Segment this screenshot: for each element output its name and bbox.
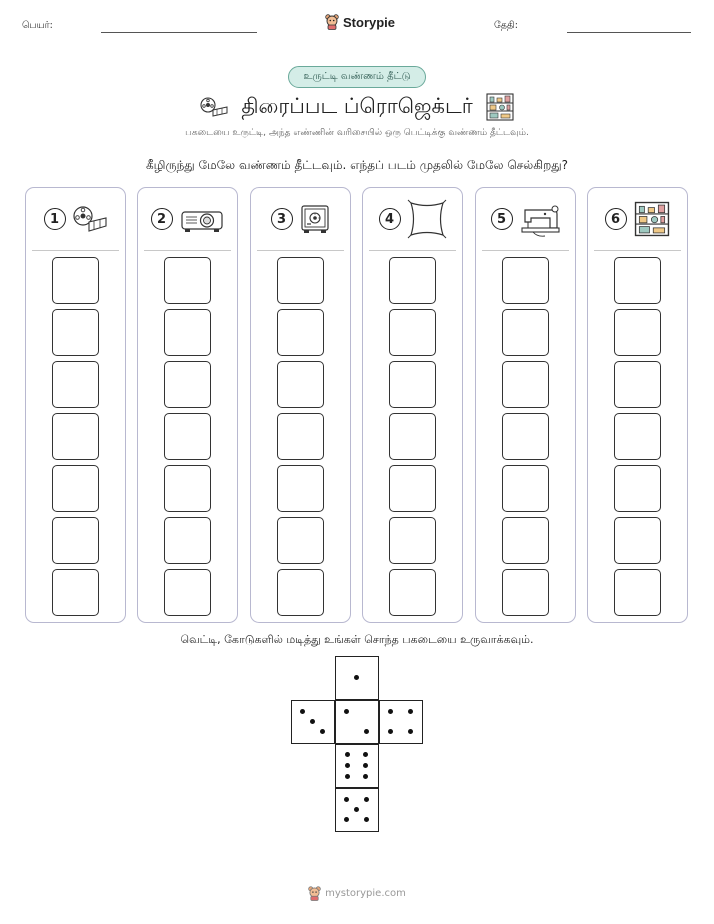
- color-box[interactable]: [277, 465, 324, 512]
- color-box[interactable]: [502, 465, 549, 512]
- color-box[interactable]: [164, 257, 211, 304]
- pip: [300, 709, 305, 714]
- cut-instruction: வெட்டி, கோடுகளில் மடித்து உங்கள் சொந்த பகடையை உருவாக்கவும்.: [180, 633, 534, 646]
- column-divider: [257, 250, 344, 251]
- pip: [354, 807, 359, 812]
- dice-face-4[interactable]: [379, 700, 423, 744]
- color-box[interactable]: [389, 309, 436, 356]
- column-header: [588, 188, 687, 250]
- color-box[interactable]: [389, 257, 436, 304]
- title-row: [0, 90, 714, 124]
- question: கீழிருந்து மேலே வண்ணம் தீட்டவும். எந்தப் படம் முதலில் மேலே செல்கிறது?: [145, 158, 569, 172]
- date-label: தேதி:: [494, 20, 518, 31]
- dice-face-2[interactable]: [335, 700, 379, 744]
- footer: [0, 886, 714, 901]
- pip: [320, 729, 325, 734]
- projector-icon: [179, 204, 225, 234]
- pip: [408, 709, 413, 714]
- color-box[interactable]: [277, 569, 324, 616]
- color-box[interactable]: [52, 309, 99, 356]
- column-number: 6: [605, 208, 627, 230]
- pip: [345, 763, 350, 768]
- brand-logo: [325, 14, 395, 30]
- color-box[interactable]: [502, 569, 549, 616]
- color-box[interactable]: [502, 361, 549, 408]
- color-box[interactable]: [614, 517, 661, 564]
- storypie-mascot-icon: [325, 14, 339, 30]
- pillow-icon: [407, 199, 447, 239]
- sewing-machine-icon: [519, 200, 561, 238]
- color-box[interactable]: [164, 309, 211, 356]
- color-box[interactable]: [614, 257, 661, 304]
- column-divider: [482, 250, 569, 251]
- color-box[interactable]: [52, 257, 99, 304]
- dice-face-3[interactable]: [291, 700, 335, 744]
- column-header: [476, 188, 575, 250]
- name-label: பெயர்:: [22, 20, 53, 31]
- column-divider: [594, 250, 681, 251]
- color-box[interactable]: [52, 465, 99, 512]
- color-box[interactable]: [389, 569, 436, 616]
- color-box[interactable]: [164, 569, 211, 616]
- color-box[interactable]: [614, 413, 661, 460]
- column-divider: [32, 250, 119, 251]
- pip: [364, 729, 369, 734]
- color-box[interactable]: [614, 569, 661, 616]
- color-box[interactable]: [277, 413, 324, 460]
- column-header: [251, 188, 350, 250]
- column-4: [362, 187, 463, 623]
- color-box[interactable]: [52, 361, 99, 408]
- pip: [388, 729, 393, 734]
- column-6: [587, 187, 688, 623]
- column-number: 1: [44, 208, 66, 230]
- color-box[interactable]: [614, 309, 661, 356]
- safe-icon: [299, 203, 331, 235]
- color-box[interactable]: [502, 257, 549, 304]
- dice-face-1[interactable]: [335, 656, 379, 700]
- activity-pill: உருட்டி வண்ணம் தீட்டு: [288, 66, 426, 88]
- pip: [364, 797, 369, 802]
- color-box[interactable]: [614, 361, 661, 408]
- pip: [310, 719, 315, 724]
- storypie-mascot-icon: [308, 886, 321, 901]
- name-line[interactable]: [101, 32, 257, 33]
- column-number: 5: [491, 208, 513, 230]
- date-line[interactable]: [567, 32, 691, 33]
- pip: [344, 797, 349, 802]
- pip: [408, 729, 413, 734]
- color-box[interactable]: [502, 309, 549, 356]
- sewing-shelf-icon: [485, 92, 515, 122]
- column-header: [138, 188, 237, 250]
- column-divider: [369, 250, 456, 251]
- page-title: திரைப்பட ப்ரொஜெக்டர்: [241, 93, 473, 118]
- color-box[interactable]: [389, 465, 436, 512]
- column-3: [250, 187, 351, 623]
- color-box[interactable]: [164, 413, 211, 460]
- brand-name: Storypie: [343, 14, 396, 30]
- color-box[interactable]: [164, 361, 211, 408]
- color-box[interactable]: [277, 517, 324, 564]
- column-5: [475, 187, 576, 623]
- film-reel-icon: [72, 204, 108, 234]
- dice-face-6[interactable]: [335, 744, 379, 788]
- pip: [344, 709, 349, 714]
- color-box[interactable]: [389, 413, 436, 460]
- column-header: [363, 188, 462, 250]
- pip: [344, 817, 349, 822]
- column-number: 2: [151, 208, 173, 230]
- dice-face-5[interactable]: [335, 788, 379, 832]
- color-box[interactable]: [164, 465, 211, 512]
- sewing-shelf-icon: [633, 200, 671, 238]
- pip: [388, 709, 393, 714]
- color-box[interactable]: [277, 257, 324, 304]
- color-box[interactable]: [52, 517, 99, 564]
- column-header: [26, 188, 125, 250]
- pip: [363, 763, 368, 768]
- color-box[interactable]: [52, 569, 99, 616]
- color-box[interactable]: [277, 309, 324, 356]
- column-1: [25, 187, 126, 623]
- footer-url[interactable]: mystorypie.com: [325, 888, 406, 899]
- color-box[interactable]: [389, 361, 436, 408]
- color-box[interactable]: [277, 361, 324, 408]
- pip: [364, 817, 369, 822]
- column-number: 3: [271, 208, 293, 230]
- pip: [345, 752, 350, 757]
- color-box[interactable]: [614, 465, 661, 512]
- column-2: [137, 187, 238, 623]
- pip: [363, 752, 368, 757]
- pip: [345, 774, 350, 779]
- film-reel-icon: [199, 96, 229, 118]
- color-box[interactable]: [164, 517, 211, 564]
- color-box[interactable]: [389, 517, 436, 564]
- pip: [363, 774, 368, 779]
- color-box[interactable]: [502, 413, 549, 460]
- column-divider: [144, 250, 231, 251]
- column-number: 4: [379, 208, 401, 230]
- instructions: பகடையை உருட்டி, அந்த எண்ணின் வரிசையில் ஒரு பெட்டிக்கு வண்ணம் தீட்டவும்.: [185, 128, 529, 138]
- pip: [354, 675, 359, 680]
- color-box[interactable]: [502, 517, 549, 564]
- color-box[interactable]: [52, 413, 99, 460]
